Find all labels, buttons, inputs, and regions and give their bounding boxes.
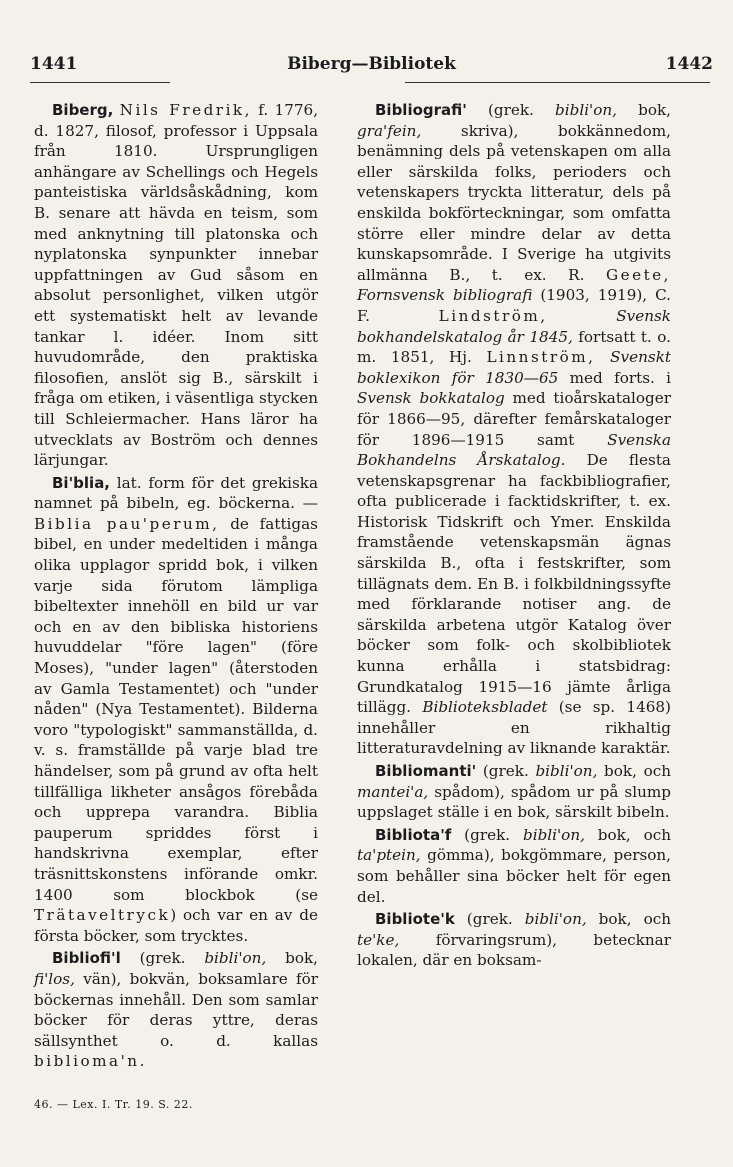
page-title: Biberg—Bibliotek xyxy=(287,54,456,74)
header-rule-left xyxy=(30,82,170,83)
headword: Bibliomanti' xyxy=(375,762,477,780)
printer-signature: 46. — Lex. I. Tr. 19. S. 22. xyxy=(34,1098,193,1111)
right-column xyxy=(357,100,671,971)
entry-biberg: Biberg, Nils Fredrik, f. 1776, d. 1827, filosof, professor i Uppsala från 1810. Ursprungligen anhängare av Schellings och Hegels panteistiska världsåskådning, kom B. senare att hävda en teism, som med anknytning till platonska och nyplatonska synpunkter innebar uppfattningen av Gud såsom en absolut personlighet, vilken utgör ett systematiskt helt av levande tankar l. idéer. Inom sitt huvudområde, den praktiska filosofien, anslöt sig B., särskilt i fråga om etiken, i väsentliga stycken till Schleiermacher. Hans läror ha utvecklats av Boström och dennes lärjungar. xyxy=(34,101,319,470)
headword: Bibliografi' xyxy=(375,101,467,119)
page-header xyxy=(30,54,713,84)
left-column xyxy=(34,100,318,1072)
headword: Bibliofi'l xyxy=(52,949,121,968)
entry-bibliomanti: Bibliomanti' (grek. bibli'on, bok, och mantei'a, spådom), spådom ur på slump uppslaget ställe i en bok, särskilt bibeln. xyxy=(357,762,671,822)
entry-bibliotaf: Bibliota'f (grek. bibli'on, bok, och ta'ptein, gömma), bokgömmare, person, som behåller sina böcker helt för egen del. xyxy=(357,825,671,906)
headword: Biberg, xyxy=(52,101,114,119)
header-rule-right xyxy=(405,82,710,83)
column-number-left: 1441 xyxy=(30,54,78,74)
entry-biblia: Bi'blia, lat. form för det grekiska namnet på bibeln, eg. böckerna. — Biblia pau'perum, de fattigas bibel, en under medeltiden i många olika upplagor spridd bok, i vilken varje sida förutom lämpliga bibeltexter innehöll en bild ur var och en av den bibliska historiens huvuddelar "före lagen" (före Moses), "under lagen" (återstoden av Gamla Testamentet) och "under nåden" (Nya Testamentet). Bilderna voro "typologiskt" sammanställda, d. v. s. framställde på varje blad tre händelser, som på grund av ofta helt tillfälliga likheter ansågos förebåda och upprepa varandra. Biblia pauperum spriddes först i handskrivna exemplar, efter träsnittskonstens införande omkr. 1400 som blockbok (se Trätaveltryck) och var en av de första böcker, som trycktes. xyxy=(34,473,318,945)
entry-bibliofil: Bibliofi'l (grek. bibli'on, bok, fi'los, vän), bokvän, boksamlare för böckernas innehåll. Den som samlar böcker för deras yttre, deras sällsynthet o. d. kallas biblioma'n. xyxy=(34,949,318,1071)
headword: Bibliote'k xyxy=(375,910,455,929)
column-number-right: 1442 xyxy=(665,54,713,74)
headword: Bi'blia, xyxy=(52,473,111,492)
entry-bibliografi: Bibliografi' (grek. bibli'on, bok, gra'fein, skriva), bokkännedom, benämning dels på vetenskapen om alla eller särskilda folks, perioders och vetenskapers tryckta litteratur, dels på enskilda bokförteckningar, som omfatta större eller mindre delar av detta kunskapsområde. I Sverige ha utgivits allmänna B., t. ex. R. Geete, Fornsvensk bibliografi (1903, 1919), C. F. Lindström, Svensk bokhandelskatalog år 1845, fortsatt t. o. m. 1851, Hj. Linnström, Svenskt boklexikon för 1830—65 med forts. i Svensk bokkatalog med tioårskataloger för 1866—95, därefter femårskataloger för 1896—1915 samt Svenska Bokhandelns Årskatalog. De flesta vetenskapsgrenar ha fackbibliografier, ofta publicerade i facktidskrifter, t. ex. Historisk Tidskrift och Ymer. Enskilda framstående vetenskapsmän ägnas särskilda B., ofta i festskrifter, som tillägnats dem. En B. i folkbildningssyfte med förklarande notiser ang. de särskilda arbetena utgör Katalog över böcker som folk- och skolbibliotek kunna erhålla i statsbidrag: Grundkatalog 1915—16 jämte årliga tillägg. Biblioteksbladet (se sp. 1468) innehåller en rikhaltig litteraturavdelning av liknande karaktär. xyxy=(357,101,672,758)
entry-bibliotek: Bibliote'k (grek. bibli'on, bok, och te'ke, förvaringsrum), betecknar lokalen, där en boksam- xyxy=(357,910,671,970)
headword: Bibliota'f xyxy=(375,825,452,844)
